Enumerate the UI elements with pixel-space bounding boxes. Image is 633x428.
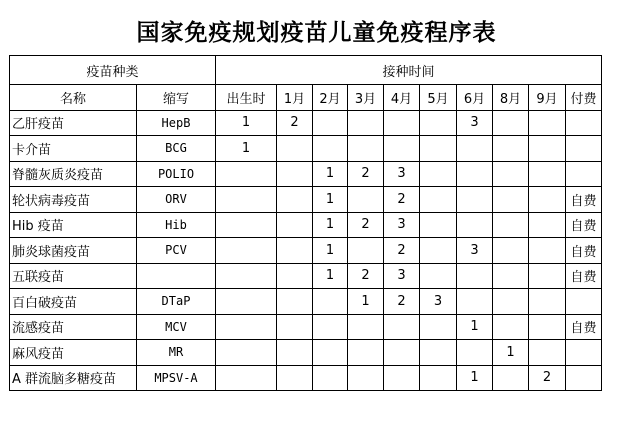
- vaccine-name-cell: A 群流脑多糖疫苗: [10, 365, 137, 391]
- dose-cell: 1: [493, 340, 529, 366]
- time-header-2m: 2月: [313, 85, 348, 111]
- dose-cell: [384, 110, 420, 136]
- dose-cell: [313, 365, 348, 391]
- vaccine-name-cell: 流感疫苗: [10, 314, 137, 340]
- dose-cell: [529, 110, 566, 136]
- dose-cell: [493, 314, 529, 340]
- vaccine-abbr-cell: DTaP: [137, 289, 216, 315]
- table-row: [10, 314, 602, 340]
- dose-cell: 1: [313, 212, 348, 238]
- dose-cell: [277, 289, 313, 315]
- dose-cell: [277, 365, 313, 391]
- dose-cell: [216, 212, 277, 238]
- dose-cell: [216, 365, 277, 391]
- dose-cell: [529, 314, 566, 340]
- table-row: [10, 365, 602, 391]
- dose-cell: 1: [313, 238, 348, 264]
- dose-cell: [216, 289, 277, 315]
- dose-cell: 1: [348, 289, 384, 315]
- dose-cell: [384, 136, 420, 162]
- dose-cell: [457, 263, 493, 289]
- dose-cell: [420, 263, 457, 289]
- payment-header: 付费: [566, 85, 602, 111]
- dose-cell: 1: [313, 161, 348, 187]
- dose-cell: [277, 238, 313, 264]
- abbr-column-header: 缩写: [137, 85, 216, 111]
- vaccine-name-cell: 卡介苗: [10, 136, 137, 162]
- table-row: [10, 161, 602, 187]
- dose-cell: [493, 365, 529, 391]
- dose-cell: [216, 161, 277, 187]
- dose-cell: [348, 187, 384, 213]
- dose-cell: [348, 365, 384, 391]
- payment-cell: 自费: [566, 187, 602, 213]
- table-row: [10, 238, 602, 264]
- name-column-header: 名称: [10, 85, 137, 111]
- table-row: [10, 110, 602, 136]
- dose-cell: [384, 365, 420, 391]
- dose-cell: [457, 340, 493, 366]
- time-header-3m: 3月: [348, 85, 384, 111]
- vaccine-abbr-cell: POLIO: [137, 161, 216, 187]
- payment-cell: [566, 110, 602, 136]
- dose-cell: [529, 187, 566, 213]
- dose-cell: [493, 238, 529, 264]
- dose-cell: [216, 314, 277, 340]
- dose-cell: [348, 314, 384, 340]
- dose-cell: [277, 263, 313, 289]
- dose-cell: 2: [348, 212, 384, 238]
- table-row: [10, 263, 602, 289]
- immunization-schedule-table: [9, 55, 602, 391]
- vaccine-abbr-cell: MCV: [137, 314, 216, 340]
- dose-cell: [529, 136, 566, 162]
- dose-cell: 1: [216, 110, 277, 136]
- vaccine-abbr-cell: HepB: [137, 110, 216, 136]
- dose-cell: [277, 340, 313, 366]
- dose-cell: [493, 212, 529, 238]
- payment-cell: 自费: [566, 212, 602, 238]
- dose-cell: [457, 136, 493, 162]
- header-row-groups: [10, 56, 602, 85]
- vaccine-name-cell: Hib 疫苗: [10, 212, 137, 238]
- dose-cell: [420, 238, 457, 264]
- dose-cell: [493, 136, 529, 162]
- dose-cell: [277, 212, 313, 238]
- dose-cell: [313, 314, 348, 340]
- time-header-birth: 出生时: [216, 85, 277, 111]
- dose-cell: [420, 340, 457, 366]
- vaccine-name-cell: 五联疫苗: [10, 263, 137, 289]
- dose-cell: [457, 187, 493, 213]
- payment-cell: [566, 365, 602, 391]
- dose-cell: 2: [348, 263, 384, 289]
- payment-cell: [566, 340, 602, 366]
- dose-cell: [420, 110, 457, 136]
- dose-cell: [457, 161, 493, 187]
- time-header-1m: 1月: [277, 85, 313, 111]
- vaccine-name-cell: 乙肝疫苗: [10, 110, 137, 136]
- vaccine-abbr-cell: BCG: [137, 136, 216, 162]
- dose-cell: [348, 110, 384, 136]
- dose-cell: [216, 340, 277, 366]
- vaccine-abbr-cell: PCV: [137, 238, 216, 264]
- dose-cell: [313, 110, 348, 136]
- dose-cell: [384, 314, 420, 340]
- payment-cell: 自费: [566, 263, 602, 289]
- vaccine-name-cell: 麻风疫苗: [10, 340, 137, 366]
- vaccine-name-cell: 脊髓灰质炎疫苗: [10, 161, 137, 187]
- table-row: [10, 212, 602, 238]
- dose-cell: [457, 289, 493, 315]
- schedule-header: 接种时间: [216, 56, 602, 85]
- dose-cell: [529, 289, 566, 315]
- dose-cell: 2: [529, 365, 566, 391]
- vaccine-name-cell: 轮状病毒疫苗: [10, 187, 137, 213]
- vaccine-abbr-cell: ORV: [137, 187, 216, 213]
- dose-cell: [493, 187, 529, 213]
- dose-cell: 2: [277, 110, 313, 136]
- dose-cell: 1: [313, 187, 348, 213]
- dose-cell: [493, 263, 529, 289]
- dose-cell: [420, 187, 457, 213]
- time-header-4m: 4月: [384, 85, 420, 111]
- dose-cell: [420, 212, 457, 238]
- time-header-9m: 9月: [529, 85, 566, 111]
- time-header-6m: 6月: [457, 85, 493, 111]
- dose-cell: 3: [457, 238, 493, 264]
- document-title: 国家免疫规划疫苗儿童免疫程序表: [136, 20, 497, 46]
- vaccine-type-header: 疫苗种类: [10, 56, 216, 85]
- dose-cell: [277, 314, 313, 340]
- payment-cell: [566, 136, 602, 162]
- dose-cell: 2: [384, 238, 420, 264]
- dose-cell: [216, 238, 277, 264]
- dose-cell: [529, 212, 566, 238]
- dose-cell: [493, 110, 529, 136]
- dose-cell: [529, 161, 566, 187]
- dose-cell: [384, 340, 420, 366]
- dose-cell: [348, 238, 384, 264]
- dose-cell: 1: [457, 314, 493, 340]
- table-row: [10, 289, 602, 315]
- dose-cell: [420, 365, 457, 391]
- dose-cell: [348, 136, 384, 162]
- dose-cell: [348, 340, 384, 366]
- vaccine-name-cell: 肺炎球菌疫苗: [10, 238, 137, 264]
- dose-cell: [493, 161, 529, 187]
- dose-cell: 3: [457, 110, 493, 136]
- vaccine-name-cell: 百白破疫苗: [10, 289, 137, 315]
- dose-cell: [216, 263, 277, 289]
- payment-cell: 自费: [566, 314, 602, 340]
- dose-cell: 2: [348, 161, 384, 187]
- time-header-5m: 5月: [420, 85, 457, 111]
- dose-cell: [313, 136, 348, 162]
- dose-cell: [420, 314, 457, 340]
- vaccine-abbr-cell: [137, 263, 216, 289]
- dose-cell: 3: [384, 263, 420, 289]
- dose-cell: 1: [313, 263, 348, 289]
- payment-cell: 自费: [566, 238, 602, 264]
- dose-cell: 3: [384, 161, 420, 187]
- payment-cell: [566, 161, 602, 187]
- table-row: [10, 187, 602, 213]
- dose-cell: 1: [216, 136, 277, 162]
- time-header-8m: 8月: [493, 85, 529, 111]
- dose-cell: [277, 136, 313, 162]
- dose-cell: 2: [384, 289, 420, 315]
- dose-cell: 1: [457, 365, 493, 391]
- dose-cell: [529, 263, 566, 289]
- dose-cell: [277, 187, 313, 213]
- dose-cell: [313, 340, 348, 366]
- vaccine-abbr-cell: MPSV-A: [137, 365, 216, 391]
- dose-cell: [216, 187, 277, 213]
- table-row: [10, 136, 602, 162]
- payment-cell: [566, 289, 602, 315]
- dose-cell: [493, 289, 529, 315]
- header-row-columns: [10, 85, 602, 111]
- vaccine-abbr-cell: MR: [137, 340, 216, 366]
- dose-cell: [529, 238, 566, 264]
- vaccine-abbr-cell: Hib: [137, 212, 216, 238]
- dose-cell: [457, 212, 493, 238]
- dose-cell: [420, 161, 457, 187]
- dose-cell: [529, 340, 566, 366]
- table-row: [10, 340, 602, 366]
- dose-cell: 2: [384, 187, 420, 213]
- dose-cell: [313, 289, 348, 315]
- dose-cell: [420, 136, 457, 162]
- dose-cell: 3: [384, 212, 420, 238]
- dose-cell: [277, 161, 313, 187]
- dose-cell: 3: [420, 289, 457, 315]
